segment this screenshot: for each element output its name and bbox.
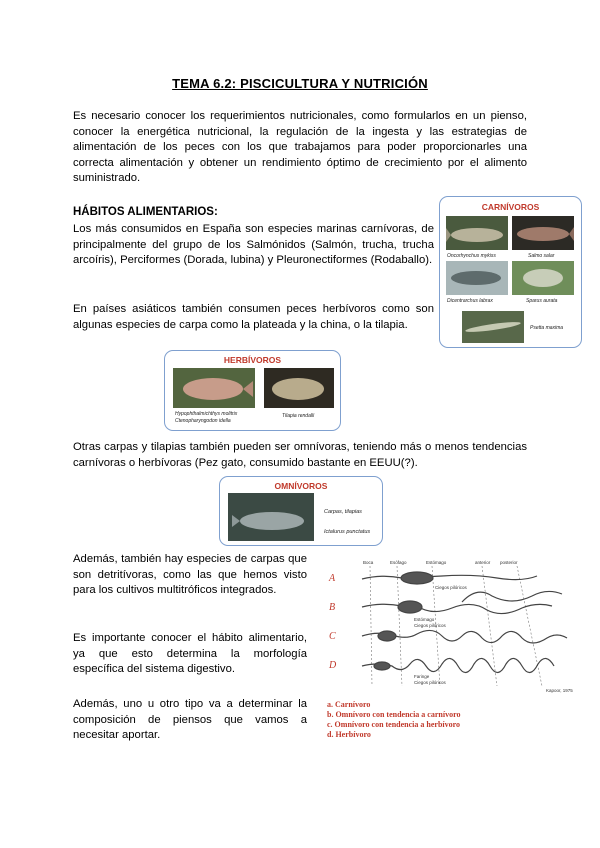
row-label-d: D [329,660,337,671]
carp-photo [173,368,255,408]
diagram-label-pyloric-caeca-d: Ciegos pilóricos [414,680,446,685]
seabass-photo [446,261,508,295]
legend-item-herbivore: d. Herbívoro [327,730,371,739]
habits-paragraph-2: En países asiáticos también consumen peces herbívoros como son algunas especies de carpa como la plateada y la china, o la tilapia. [73,303,434,331]
habits-paragraph-1: Los más consumidos en España son especies marinas carnívoras, de principalmente del grupo de los Salmónidos (Salmón, trucha, trucha arcoíris), Perciformes (Dorada, lubina) y Pleuronectiformes (Rodaballo). [73,223,434,267]
tilapia-photo [264,368,334,408]
salmon-photo [512,216,574,250]
caption-seabass: Dicentrarchus labrax [447,298,493,304]
trout-photo [446,216,508,250]
diagram-header-posterior: posterior [500,560,518,565]
diagram-header-anterior: anterior [475,560,491,565]
caption-tilapia: Tilapia rendalli [282,413,315,419]
omnivores-title: OMNÍVOROS [274,481,328,491]
diagram-header-mouth: Boca [363,560,374,565]
caption-trout: Oncorhynchus mykiss [447,253,496,259]
row-label-b: B [329,602,336,613]
digestive-tracts-drawing [322,556,574,698]
tract-c [362,630,567,643]
legend-item-omnivore-herbivore: c. Omnívoro con tendencia a herbívoro [327,720,461,729]
caption-carps-tilapias: Carpas, tilapias [324,509,362,515]
herbivores-panel [164,350,341,431]
caption-seabream: Sparus aurata [526,298,558,304]
caption-salmon: Salmo salar [528,253,555,259]
caption-turbot: Psetta maxima [530,325,564,331]
intro-paragraph: Es necesario conocer los requerimientos nutricionales, como formularlos en un pienso, conocer la energética nutricional, la regulación de la ingesta y las estrategias de alimentación de los peces con los que trabajamos para poder proporcionarles una correcta alimentación y obtener un rendimiento óptimo de crecimiento por el alimento suministrado. [73,110,527,185]
diagram-header-esophagus: Esófago [390,560,407,565]
diagram-source: Kapoor, 1975 [546,688,573,693]
tract-a [362,572,537,584]
diagram-label-pyloric-caeca-b: Ciegos pilóricos [414,623,446,628]
diagram-label-stomach: Estómago [414,617,435,622]
habits-paragraph-6: Además, uno u otro tipo va a determinar la composición de piensos que vamos a necesitar aportar. [73,698,307,742]
diagram-label-pharynx: Faringe [414,674,430,679]
herbivores-title: HERBÍVOROS [223,355,282,365]
diagram-label-pyloric-caeca-a: Ciegos pilóricos [435,585,467,590]
digestive-diagram [322,556,574,698]
habits-paragraph-3: Otras carpas y tilapias también pueden ser omnívoras, teniendo más o menos tendencias carnívoras o herbívoras (Pez gato, consumido bastante en EEUU(?). [73,441,527,469]
catfish-photo [228,493,314,541]
tract-d [362,658,554,672]
legend-item-carnivore: a. Carnívoro [327,700,371,709]
omnivores-panel [219,476,383,546]
habits-paragraph-5: Es importante conocer el hábito alimentario, ya que esto determina la morfología específica del sistema digestivo. [73,632,307,676]
caption-channel-catfish: Ictalurus punctatus [324,529,371,535]
page-title: TEMA 6.2: PISCICULTURA Y NUTRICIÓN [172,76,428,91]
seabream-photo [512,261,574,295]
row-label-a: A [329,573,336,584]
diagram-header-stomach: Estómago [426,560,447,565]
carnivores-panel [439,196,582,348]
turbot-photo [462,311,524,343]
caption-grass-carp: Ctenopharyngodon idella [175,418,231,424]
row-label-c: C [329,631,336,642]
habits-heading: HÁBITOS ALIMENTARIOS: [73,206,218,218]
legend-item-omnivore-carnivore: b. Omnívoro con tendencia a carnívoro [327,710,461,719]
carnivores-title: CARNÍVOROS [481,202,540,212]
caption-silver-carp: Hypophthalmichthys molitrix [175,411,238,417]
habits-paragraph-4: Además, también hay especies de carpas que son detritívoras, como las que hemos visto para los cultivos multitróficos integrados. [73,553,307,597]
diagram-legend [327,700,567,740]
tract-b [362,591,562,613]
